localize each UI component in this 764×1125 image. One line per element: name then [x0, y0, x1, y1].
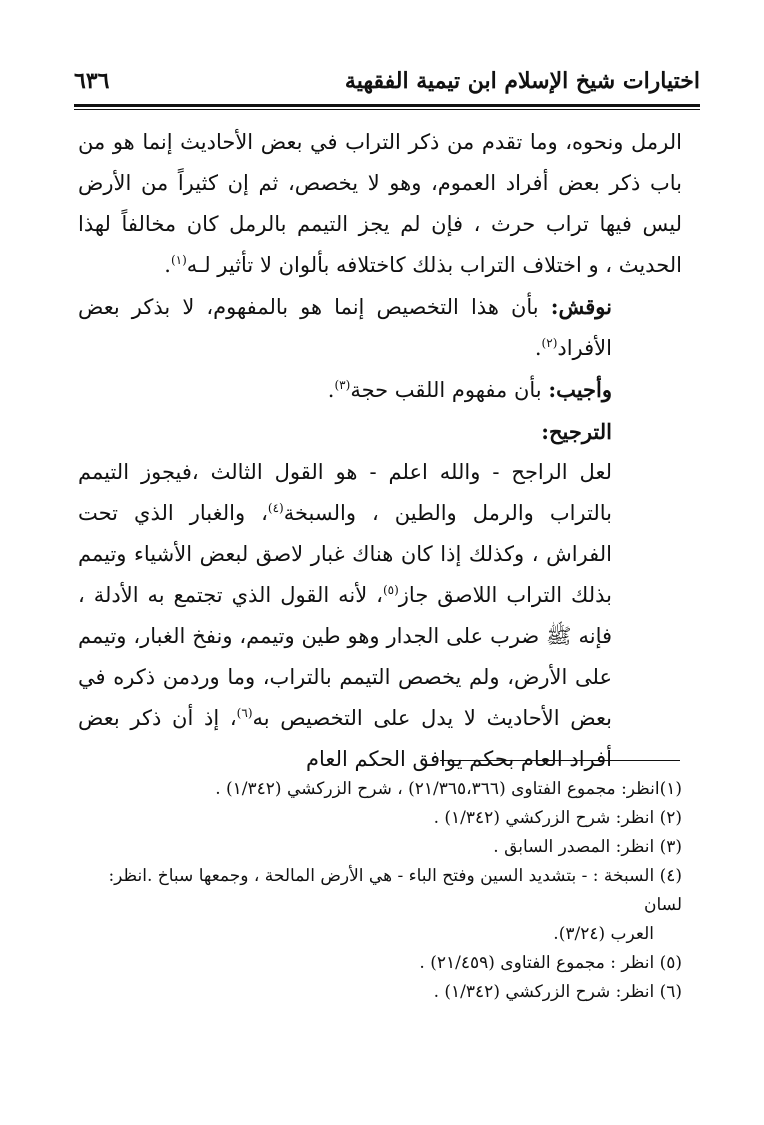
footnote-4: (٤) السبخة : - بتشديد السين وفتح الباء - هي الأرض المالحة ، وجمعها سباخ .انظر: لسان	[108, 866, 682, 915]
preponderance-text-b: ، والغبار الذي تحت الفراش ، وكذلك إذا كان هناك غبار لاصق لبعض الأشياء وتيمم بذلك التراب اللاصق جاز	[78, 501, 612, 607]
footnote-3: (٣) انظر: المصدر السابق .	[493, 837, 682, 857]
footnote-separator	[440, 760, 680, 761]
paragraph-answer	[78, 369, 682, 411]
footnote-ref-3[interactable]: (٣)	[334, 378, 351, 392]
footnote-2: (٢) انظر: شرح الزركشي (١/٣٤٢) .	[433, 808, 682, 828]
answer-text: بأن مفهوم اللقب حجة	[350, 378, 542, 402]
page-header	[74, 62, 700, 100]
paragraph-1	[78, 122, 682, 286]
preponderance-text-d: ، إذ أن ذكر بعض أفراد العام بحكم يوافق الحكم العام	[78, 706, 612, 771]
objection-text: بأن هذا التخصيص إنما هو بالمفهوم، لا بذكر بعض الأفراد	[78, 295, 612, 360]
footnote-ref-6[interactable]: (٦)	[236, 706, 253, 720]
page-header-title: اختيارات شيخ الإسلام ابن تيمية الفقهية	[344, 68, 700, 94]
paragraph-1-text: الرمل ونحوه، وما تقدم من ذكر التراب في بعض الأحاديث إنما هو من باب ذكر بعض أفراد العموم، وهو لا يخصص، ثم إن كثيراً من الأرض ليس فيها تراب حرث ، فإن لم يجز التيمم بالرمل كان مخالفاً لهذا الحديث ، و اختلاف التراب بذلك كاختلافه بألوان لا تأثير لـه	[78, 130, 682, 277]
footnote-ref-5[interactable]: (٥)	[382, 583, 399, 597]
objection-label: نوقش:	[550, 294, 612, 319]
footnote-1: (١)انظر: مجموع الفتاوى (٢١/٣٦٥،٣٦٦) ، شرح الزركشي (١/٣٤٢) .	[215, 779, 682, 799]
footnote-5: (٥) انظر : مجموع الفتاوى (٢١/٤٥٩) .	[419, 953, 682, 973]
footnote-ref-4[interactable]: (٤)	[267, 501, 284, 515]
footnote-ref-2[interactable]: (٢)	[541, 336, 558, 350]
main-text	[78, 122, 682, 780]
answer-end: .	[327, 378, 335, 402]
paragraph-objection	[78, 286, 682, 369]
answer-label: وأجيب:	[548, 377, 612, 402]
objection-end: .	[534, 336, 542, 360]
header-rule	[74, 104, 700, 107]
footnote-4-continued: العرب (٣/٢٤).	[553, 924, 654, 944]
paragraph-1-end: .	[164, 253, 171, 277]
footnotes	[74, 775, 682, 1007]
preponderance-text-c: ، لأنه القول الذي تجتمع به الأدلة ، فإنه ﷺ ضرب على الجدار وهو طين وتيمم، ونفخ الغبار، وتيمم على الأرض، ولم يخصص التيمم بالتراب، وما وردمن ذكره في بعض الأحاديث لا يدل على التخصيص به	[78, 583, 613, 730]
section-heading: الترجيح:	[541, 419, 612, 444]
page-number: ٦٣٦	[74, 68, 110, 94]
footnote-6: (٦) انظر: شرح الزركشي (١/٣٤٢) .	[433, 982, 682, 1002]
header-rule-thin	[74, 109, 700, 110]
preponderance-text-a: لعل الراجح - والله اعلم - هو القول الثالث ،فيجوز التيمم بالتراب والرمل والطين ، والسبخة	[78, 460, 612, 525]
paragraph-preponderance	[78, 452, 682, 780]
footnote-ref-1[interactable]: (١)	[170, 253, 187, 267]
